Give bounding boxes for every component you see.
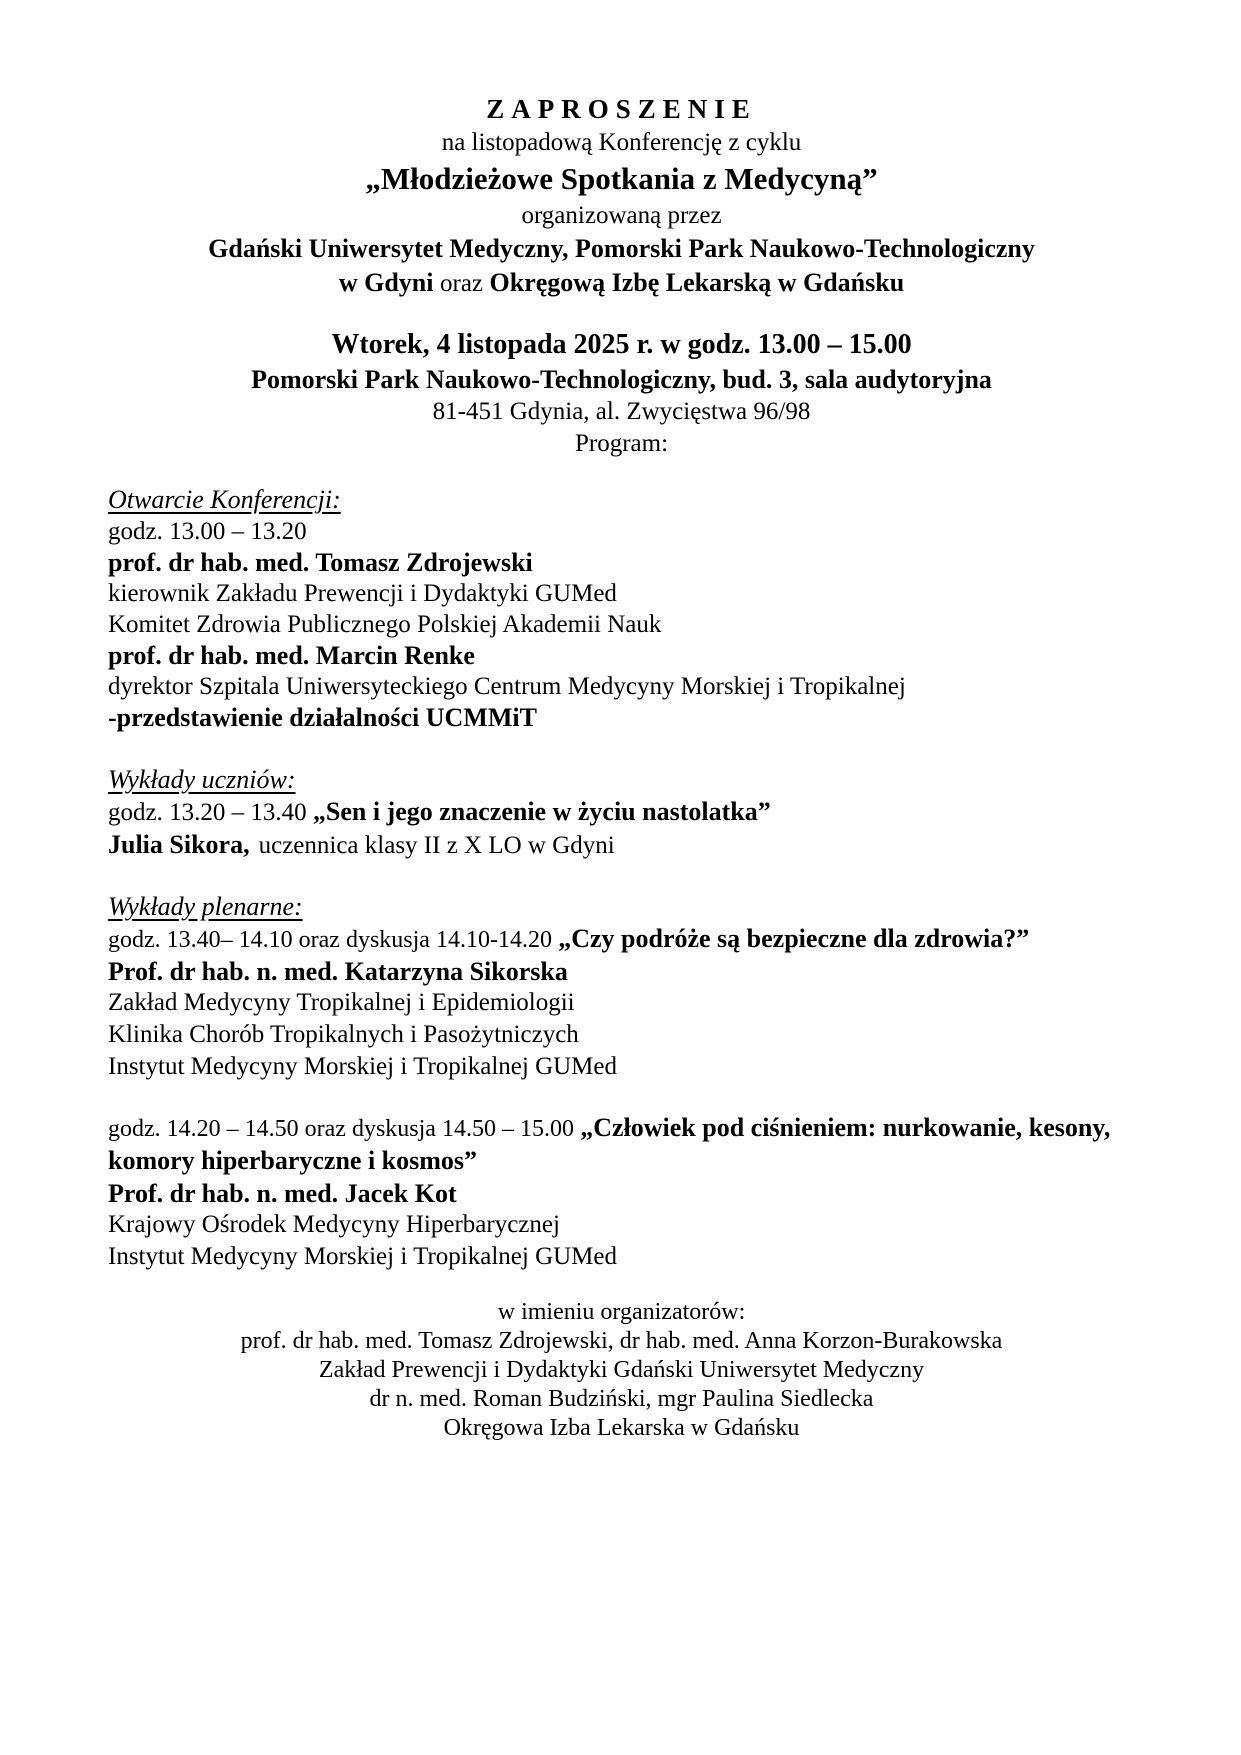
document-header — [108, 92, 1135, 301]
plenary-talk-2-speaker: Prof. dr hab. n. med. Jacek Kot — [108, 1179, 457, 1208]
opening-speaker2-note: -przedstawienie działalności UCMMiT — [108, 703, 537, 732]
footer-line-4: Okręgowa Izba Lekarska w Gdańsku — [443, 1415, 800, 1441]
plenary-talk-2-affil-1: Krajowy Ośrodek Medycyny Hiperbarycznej — [108, 1211, 560, 1238]
document-title: ZAPROSZENIE — [486, 94, 757, 124]
plenary-talk-2-line — [108, 1112, 1135, 1178]
organizer-line-2-conjunction: oraz — [440, 270, 484, 297]
plenary-talk-1-time: godz. 13.40– 14.10 oraz dyskusja 14.10-14.20 — [108, 927, 552, 953]
section-plenary-lectures — [108, 890, 1135, 1273]
event-datetime: Wtorek, 4 listopada 2025 r. w godz. 13.00 – 15.00 — [331, 329, 912, 360]
plenary-talk-2-affil-2: Instytut Medycyny Morskiej i Tropikalnej GUMed — [108, 1243, 618, 1270]
organizer-line-1: Gdański Uniwersytet Medyczny, Pomorski Park Naukowo-Technologiczny — [208, 234, 1035, 263]
opening-time: godz. 13.00 – 13.20 — [108, 518, 307, 545]
event-address: 81-451 Gdynia, al. Zwycięstwa 96/98 — [432, 398, 811, 425]
event-details — [108, 327, 1135, 428]
organized-by-label: organizowaną przez — [521, 202, 722, 229]
plenary-talk-2-time: godz. 14.20 – 14.50 oraz dyskusja 14.50 – 15.00 — [108, 1116, 574, 1142]
organizer-line-2-city: w Gdyni — [338, 268, 434, 297]
section-student-lectures — [108, 763, 1135, 862]
plenary-talk-1-affil-3: Instytut Medycyny Morskiej i Tropikalnej GUMed — [108, 1053, 618, 1080]
conference-series-title: „Młodzieżowe Spotkania z Medycyną” — [365, 161, 878, 196]
organizer-line-2 — [108, 266, 1135, 301]
opening-speaker1-name: prof. dr hab. med. Tomasz Zdrojewski — [108, 548, 533, 577]
plenary-talk-1 — [108, 923, 1135, 1083]
footer-line-1: prof. dr hab. med. Tomasz Zdrojewski, dr hab. med. Anna Korzon-Burakowska — [240, 1328, 1003, 1354]
plenary-talk-1-line — [108, 923, 1135, 956]
event-venue: Pomorski Park Naukowo-Technologiczny, bud. 3, sala audytoryjna — [251, 365, 992, 394]
footer-line-3: dr n. med. Roman Budziński, mgr Paulina Siedlecka — [369, 1386, 874, 1412]
organizer-line-2-chamber: Okręgową Izbę Lekarską w Gdańsku — [489, 268, 905, 297]
section-plenary-lectures-title: Wykłady plenarne: — [108, 892, 303, 921]
footer-heading: w imieniu organizatorów: — [497, 1299, 746, 1325]
footer-organizers — [108, 1298, 1135, 1443]
header-subtitle: na listopadową Konferencję z cyklu — [441, 129, 802, 156]
student-talk-time: godz. 13.20 – 13.40 — [108, 799, 307, 826]
student-speaker-desc: uczennica klasy II z X LO w Gdyni — [258, 832, 615, 859]
student-speaker-line — [108, 829, 1135, 862]
plenary-talk-1-affil-1: Zakład Medycyny Tropikalnej i Epidemiologii — [108, 989, 575, 1016]
opening-speaker2-role: dyrektor Szpitala Uniwersyteckiego Centrum Medycyny Morskiej i Tropikalnej — [108, 673, 906, 700]
student-speaker-name: Julia Sikora, — [108, 830, 250, 859]
plenary-talk-2 — [108, 1112, 1135, 1273]
footer-line-2: Zakład Prewencji i Dydaktyki Gdański Uniwersytet Medyczny — [318, 1357, 925, 1383]
program-heading: Program: — [574, 430, 669, 457]
plenary-talk-2-title: „Człowiek pod ciśnieniem: nurkowanie, kesony, komory hiperbaryczne i kosmos” — [108, 1113, 1111, 1175]
section-student-lectures-title: Wykłady uczniów: — [108, 765, 296, 794]
plenary-talk-1-title: „Czy podróże są bezpieczne dla zdrowia?” — [558, 924, 1030, 953]
section-opening — [108, 483, 1135, 733]
opening-speaker2-name: prof. dr hab. med. Marcin Renke — [108, 641, 475, 670]
opening-speaker1-role2: Komitet Zdrowia Publicznego Polskiej Akademii Nauk — [108, 611, 662, 638]
student-talk-title: „Sen i jego znaczenie w życiu nastolatka” — [312, 797, 771, 826]
opening-speaker1-role1: kierownik Zakładu Prewencji i Dydaktyki GUMed — [108, 580, 617, 607]
plenary-talk-1-speaker: Prof. dr hab. n. med. Katarzyna Sikorska — [108, 957, 568, 986]
plenary-talk-1-affil-2: Klinika Chorób Tropikalnych i Pasożytniczych — [108, 1021, 579, 1048]
section-opening-title: Otwarcie Konferencji: — [108, 485, 341, 514]
student-talk-line — [108, 796, 1135, 829]
